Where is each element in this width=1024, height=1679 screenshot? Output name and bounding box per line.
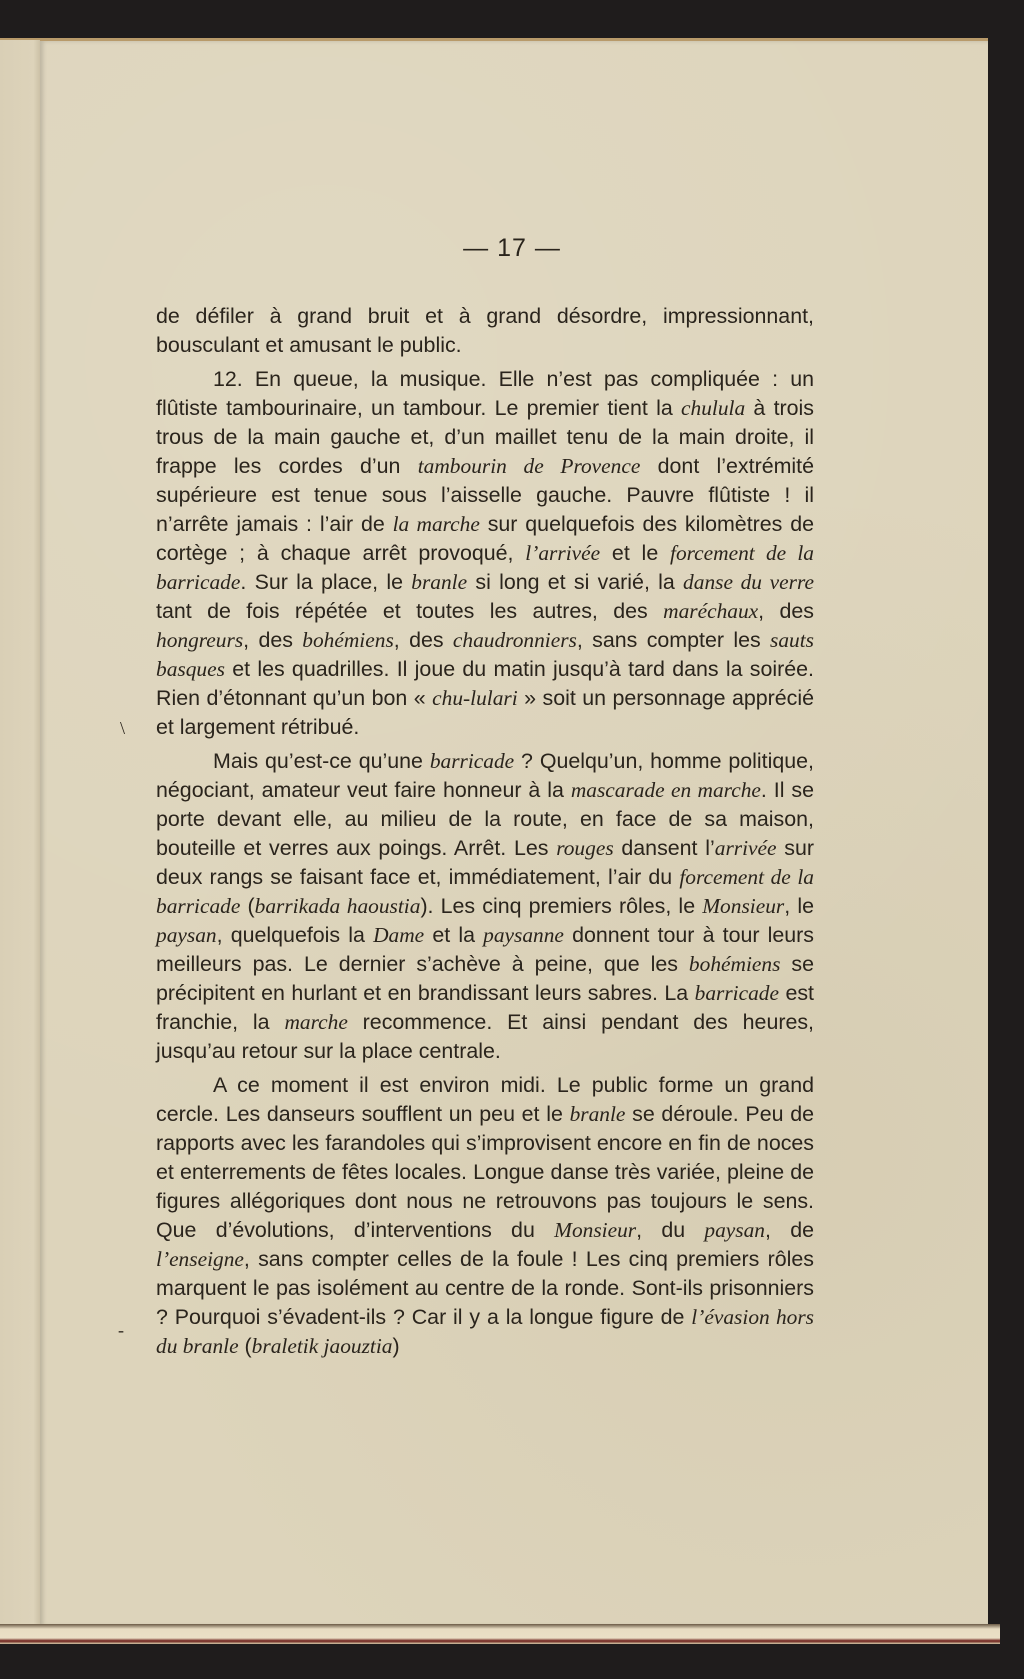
text-run: . Il se porte devant elle, au milieu de la route, en face de sa maison, bouteille et verres aux poings. Arrêt. Les xyxy=(156,778,815,860)
italic-term: braletik jaouztia xyxy=(251,1334,393,1358)
paragraph xyxy=(156,365,814,742)
text-run: se précipitent en hurlant et en brandissant leurs sabres. La xyxy=(156,952,815,1005)
italic-term: hongreurs xyxy=(156,628,244,652)
text-run: ( xyxy=(238,1334,252,1358)
text-run: , le xyxy=(784,894,814,918)
text-run: sur quelquefois des kilomètres de cortège ; à chaque arrêt provoqué, xyxy=(156,512,814,565)
text-run: ? Quelqu’un, homme politique, négociant, amateur veut faire honneur à la xyxy=(156,749,814,802)
text-run: , des xyxy=(758,599,814,623)
italic-term: branle xyxy=(411,570,468,594)
italic-term: paysanne xyxy=(483,923,564,947)
italic-term: chaudronniers xyxy=(452,628,577,652)
italic-term: bohémiens xyxy=(302,628,394,652)
text-run: 12. En queue, la musique. Elle n’est pas compliquée : un flûtiste tambourinaire, un tambour. Le premier tient la xyxy=(156,367,814,420)
paragraph xyxy=(156,302,814,360)
text-run: et les quadrilles. Il joue du matin jusqu’à tard dans la soirée. Rien d’étonnant qu’un bon « xyxy=(156,657,814,710)
italic-term: paysan xyxy=(156,923,217,947)
text-run: tant de fois répétée et toutes les autres, des xyxy=(156,599,664,623)
text-run: dont l’extrémité supérieure est tenue sous l’aisselle gauche. Pauvre flûtiste ! il n’arrête jamais : l’air de xyxy=(156,454,814,536)
italic-term: danse du verre xyxy=(683,570,814,594)
text-run: , sans compter celles de la foule ! Les cinq premiers rôles marquent le pas isolément au centre de la ronde. Sont-ils prisonniers ? Pourquoi s’évadent-ils ? Car il y a la longue figure de xyxy=(156,1247,814,1329)
italic-term: Dame xyxy=(373,923,425,947)
text-run: et le xyxy=(600,541,671,565)
text-run: à trois trous de la main gauche et, d’un maillet tenu de la main droite, il frappe les cordes d’un xyxy=(156,396,814,478)
text-run: , de xyxy=(765,1218,814,1242)
margin-mark: - xyxy=(118,1320,124,1340)
text-run: , quelquefois la xyxy=(216,923,374,947)
page-stack-bottom-edge xyxy=(0,1624,1000,1644)
text-run: , du xyxy=(636,1218,705,1242)
italic-term: tambourin de Provence xyxy=(417,454,641,478)
italic-term: forcement de la barricade xyxy=(156,541,814,594)
italic-term: rouges xyxy=(556,836,614,860)
italic-term: chulula xyxy=(681,396,746,420)
text-run: se déroule. Peu de rapports avec les farandoles qui s’improvisent encore en fin de noces et enterrements de fêtes locales. Longue danse très variée, pleine de figures allégoriques dont nous ne retrouvons pas toujours le sens. Que d’évolutions, d’interventions du xyxy=(156,1102,814,1242)
text-run: ( xyxy=(240,894,255,918)
text-run: A ce moment il est environ midi. Le public forme un grand cercle. Les danseurs soufflent un peu et le xyxy=(156,1073,814,1126)
text-run: ) xyxy=(392,1334,400,1358)
italic-term: forcement de la barricade xyxy=(156,865,814,918)
italic-term: maréchaux xyxy=(663,599,759,623)
margin-mark: \ xyxy=(120,718,126,738)
italic-term: marche xyxy=(284,1010,348,1034)
text-run: donnent tour à tour leurs meilleurs pas. Le dernier s’achève à peine, que les xyxy=(156,923,815,976)
italic-term: paysan xyxy=(704,1218,765,1242)
text-run: sur deux rangs se faisant face et, immédiatement, l’air du xyxy=(156,836,814,889)
paragraph xyxy=(156,747,814,1066)
body-text xyxy=(156,302,814,1361)
italic-term: sauts basques xyxy=(156,628,814,681)
italic-term: Monsieur xyxy=(702,894,785,918)
italic-term: barrikada haoustia xyxy=(254,894,421,918)
italic-term: chu-lulari xyxy=(432,686,518,710)
text-run: » soit un personnage apprécié et largement rétribué. xyxy=(156,686,814,739)
text-run: recommence. Et ainsi pendant des heures, jusqu’au retour sur la place centrale. xyxy=(156,1010,814,1063)
text-run: , des xyxy=(243,628,303,652)
text-run: et la xyxy=(424,923,484,947)
text-run: de défiler à grand bruit et à grand désordre, impressionnant, bousculant et amusant le public. xyxy=(156,304,814,357)
facing-page-edge xyxy=(0,38,42,1630)
paragraph xyxy=(156,1071,814,1361)
text-run: , des xyxy=(393,628,453,652)
italic-term: mascarade en marche xyxy=(570,778,761,802)
text-run: . Sur la place, le xyxy=(240,570,412,594)
italic-term: branle xyxy=(569,1102,626,1126)
italic-term: l’arrivée xyxy=(525,541,601,565)
text-run: dansent l’ xyxy=(613,836,715,860)
italic-term: l’enseigne xyxy=(156,1247,244,1271)
text-run: Mais qu’est-ce qu’une xyxy=(213,749,430,773)
italic-term: arrivée xyxy=(714,836,777,860)
page-number: — 17 — xyxy=(463,234,561,262)
italic-term: bohémiens xyxy=(688,952,781,976)
italic-term: l’évasion hors du branle xyxy=(156,1305,815,1358)
italic-term: la marche xyxy=(392,512,480,536)
text-run: , sans compter les xyxy=(576,628,771,652)
text-run: est franchie, la xyxy=(156,981,815,1034)
italic-term: barricade xyxy=(694,981,779,1005)
text-run: ). Les cinq premiers rôles, le xyxy=(420,894,703,918)
text-run: si long et si varié, la xyxy=(467,570,684,594)
italic-term: barricade xyxy=(429,749,515,773)
italic-term: Monsieur xyxy=(554,1218,637,1242)
